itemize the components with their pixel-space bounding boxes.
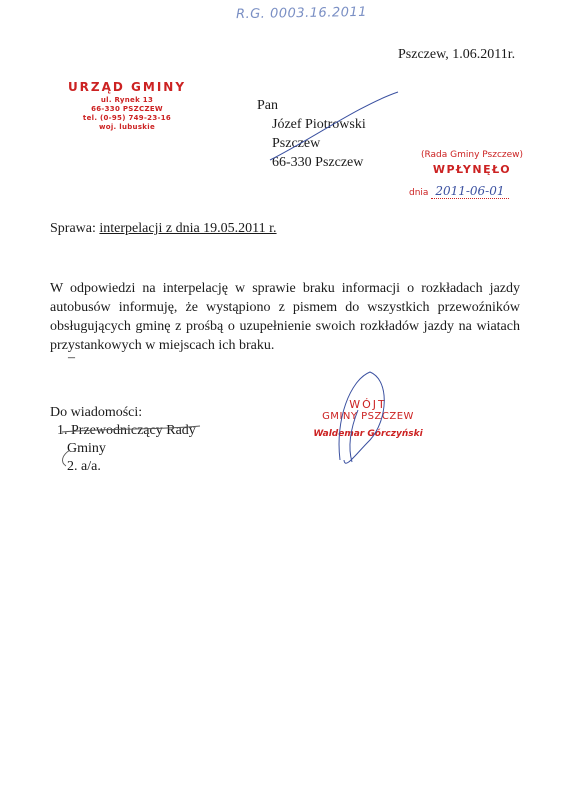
- received-stamp-date-row: [407, 184, 537, 198]
- received-stamp-date-value: 2011-06-01: [431, 184, 508, 199]
- signature-stamp-title: WÓJT: [349, 398, 387, 411]
- subject-value: interpelacji z dnia 19.05.2011 r.: [99, 221, 277, 236]
- cc-heading: Do wiadomości:: [50, 405, 143, 420]
- letter-date: Pszczew, 1.06.2011r.: [398, 47, 516, 62]
- addressee-postal-town: 66-330 Pszczew: [272, 155, 364, 170]
- body-paragraph: W odpowiedzi na interpelację w sprawie braku informacji o rozkładach jazdy autobusów informuję, że wystąpiono z pismem do wszystkich przewoźników obsługujących gminę z prośbą o uzupełnienie swoich rozkładów jazdy na wiatach przystankowych w miejscach ich braku.: [50, 281, 520, 353]
- office-stamp-street: ul. Rynek 13: [100, 96, 154, 104]
- received-stamp-label: WPŁYNĘŁO: [432, 163, 512, 176]
- cc-item-1: 1. Przewodniczący Rady: [57, 423, 196, 438]
- cc-block: [50, 404, 196, 476]
- cc-item-1-cont: Gminy: [67, 441, 106, 456]
- office-stamp-phone: tel. (0-95) 749-23-16: [82, 114, 172, 122]
- received-stamp-date-label: dnia: [409, 188, 429, 198]
- signature-stamp-office: GMINY PSZCZEW: [322, 411, 414, 422]
- body-dash: –: [68, 350, 75, 365]
- cc-item-2: 2. a/a.: [67, 459, 101, 474]
- received-stamp: [407, 150, 537, 198]
- received-stamp-office: (Rada Gminy Pszczew): [420, 150, 524, 160]
- registry-number: R.G. 0003.16.2011: [235, 4, 368, 23]
- addressee-name: Józef Piotrowski: [272, 117, 366, 132]
- addressee-town: Pszczew: [272, 136, 321, 151]
- subject-line: [50, 221, 277, 237]
- office-stamp-postal: 66-330 PSZCZEW: [91, 105, 163, 113]
- office-stamp-title: URZĄD GMINY: [67, 80, 187, 94]
- signature-stamp: [306, 398, 430, 439]
- office-stamp-region: woj. lubuskie: [98, 123, 156, 131]
- subject-label: Sprawa:: [50, 221, 96, 236]
- office-stamp: [62, 80, 192, 132]
- addressee-block: [257, 96, 366, 172]
- addressee-salutation: Pan: [257, 98, 278, 113]
- signature-stamp-name: Waldemar Górczyński: [313, 429, 423, 439]
